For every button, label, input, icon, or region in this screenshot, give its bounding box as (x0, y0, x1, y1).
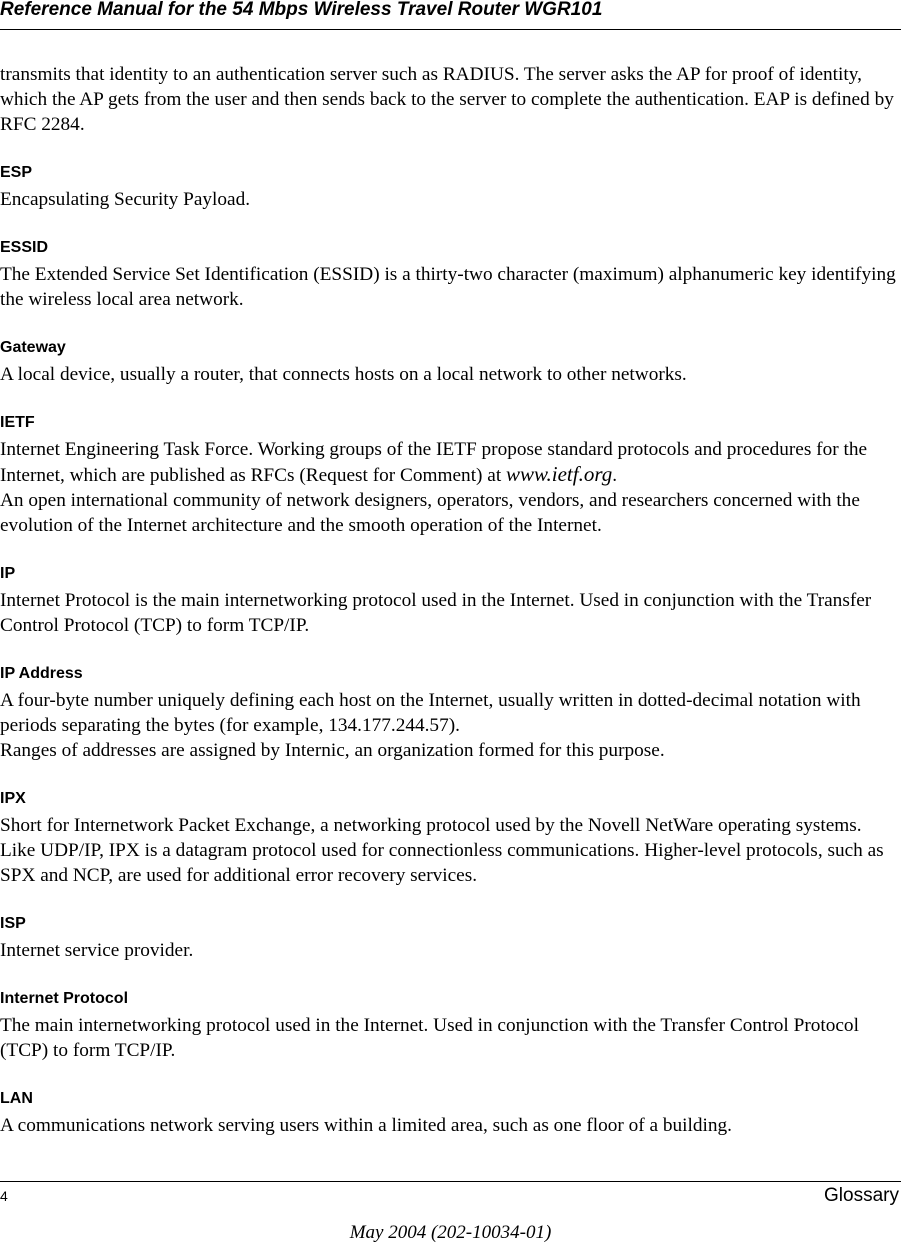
header-rule (0, 29, 901, 30)
definition: The main internetworking protocol used in the Internet. Used in conjunction with the Transfer Control Protocol (TCP) to form TCP/IP. (0, 1015, 859, 1061)
glossary-content (0, 62, 900, 1138)
definition: A local device, usually a router, that connects hosts on a local network to other networks. (0, 364, 687, 385)
footer-rule (0, 1181, 901, 1182)
section-name: Glossary (824, 1185, 899, 1206)
entry-isp (0, 912, 900, 963)
entry-esp (0, 161, 900, 212)
definition: A communications network serving users within a limited area, such as one floor of a building. (0, 1115, 732, 1136)
intro-paragraph: transmits that identity to an authentication server such as RADIUS. The server asks the AP for proof of identity, which the AP gets from the user and then sends back to the server to complete the authentication. EAP is defined by RFC 2284. (0, 64, 894, 135)
definition: The Extended Service Set Identification (ESSID) is a thirty-two character (maximum) alphanumeric key identifying the wireless local area network. (0, 264, 896, 310)
definition: Like UDP/IP, IPX is a datagram protocol used for connectionless communications. Higher-level protocols, such as SPX and NCP, are used for additional error recovery services. (0, 840, 884, 886)
entry-ip (0, 562, 900, 638)
definition: Internet Protocol is the main internetworking protocol used in the Internet. Used in conjunction with the Transfer Control Protocol (TCP) to form TCP/IP. (0, 590, 872, 636)
term: IP Address (0, 665, 83, 682)
entry-ipx (0, 787, 900, 888)
footer-date: May 2004 (202-10034-01) (349, 1222, 552, 1243)
ietf-link[interactable]: www.ietf.org (506, 462, 613, 486)
page-number: 4 (0, 1188, 8, 1204)
term: Gateway (0, 339, 66, 356)
term: ISP (0, 915, 26, 932)
header-title: Reference Manual for the 54 Mbps Wireless Travel Router WGR101 (0, 0, 603, 20)
definition-text: Internet Engineering Task Force. Working groups of the IETF propose standard protocols and procedures for the Internet, which are published as RFCs (Request for Comment) at (0, 439, 868, 486)
definition: Encapsulating Security Payload. (0, 189, 251, 210)
term: IPX (0, 790, 26, 807)
definition: Ranges of addresses are assigned by Internic, an organization formed for this purpose. (0, 740, 665, 761)
definition: Internet service provider. (0, 940, 194, 961)
entry-essid (0, 236, 900, 312)
term: Internet Protocol (0, 990, 129, 1007)
term: LAN (0, 1090, 33, 1107)
entry-lan (0, 1087, 900, 1138)
definition: Internet Engineering Task Force. Working groups of the IETF propose standard protocols and procedures for the Internet, which are published as RFCs (Request for Comment) at www.ietf.org. (0, 439, 868, 486)
definition: A four-byte number uniquely defining each host on the Internet, usually written in dotted-decimal notation with periods separating the bytes (for example, 134.177.244.57). (0, 690, 861, 736)
term: ESP (0, 164, 33, 181)
entry-internet-protocol (0, 987, 900, 1063)
entry-ip-address (0, 662, 900, 763)
definition: An open international community of network designers, operators, vendors, and researchers concerned with the evolution of the Internet architecture and the smooth operation of the Internet. (0, 490, 860, 536)
definition: Short for Internetwork Packet Exchange, a networking protocol used by the Novell NetWare operating systems. (0, 815, 862, 836)
term: ESSID (0, 239, 49, 256)
entry-gateway (0, 336, 900, 387)
term: IETF (0, 414, 35, 431)
entry-ietf (0, 411, 900, 538)
term: IP (0, 565, 16, 582)
